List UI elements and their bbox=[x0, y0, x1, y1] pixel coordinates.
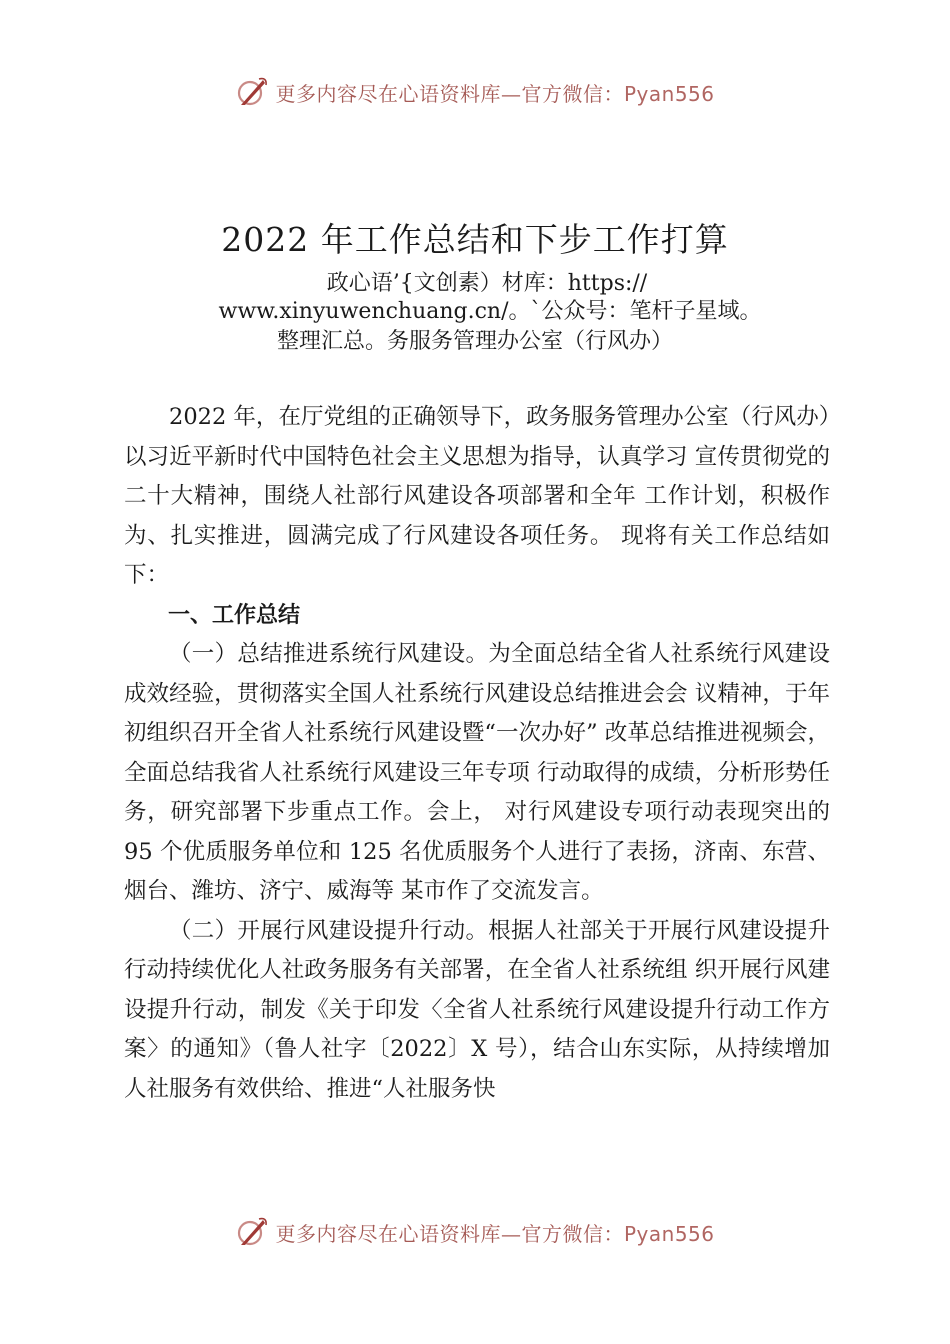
document-title: 2022 年工作总结和下步工作打算 bbox=[221, 220, 729, 259]
source-line-1: 政心语’{文创素）材库：https:// bbox=[326, 271, 648, 296]
paragraph-1: （一）总结推进系统行风建设。为全面总结全省人社系统行风建设成效经验，贯彻落实全国人社系统行风建设总结推进会会 议精神，于年初组织召开全省人社系统行风建设暨“一次办好” 改革总结推进视频会，全面总结我省人社系统行风建设三年专项 行动取得的成绩，分析形势任务，研究部署下步重点工作。会上， 对行风建设专项行动表现突出的 95 个优质服务单位和 125 名优质服务个人进行了表扬，济南、东营、烟台、潍坊、济宁、威海等 某市作了交流发言。 bbox=[124, 641, 830, 904]
watermark-id: Pyan556 bbox=[623, 1221, 715, 1246]
quill-logo-icon bbox=[235, 75, 269, 109]
intro-paragraph: 2022 年，在厅党组的正确领导下，政务服务管理办公室（行风办）以习近平新时代中国特色社会主义思想为指导，认真学习 宣传贯彻党的二十大精神，围绕人社部行风建设各项部署和全年 工作计划，积极作为、扎实推进，圆满完成了行风建设各项任务。 现将有关工作总结如下： bbox=[124, 404, 830, 588]
source-line-2: www.xinyuwenchuang.cn/。`公众号：笔杆子星域。 bbox=[218, 299, 762, 324]
section-heading: 一、工作总结 bbox=[168, 602, 301, 628]
watermark-text: 更多内容尽在心语资料库—官方微信：Pyan556 bbox=[275, 1221, 715, 1246]
watermark-text: 更多内容尽在心语资料库—官方微信：Pyan556 bbox=[275, 81, 715, 106]
paragraph-2: （二）开展行风建设提升行动。根据人社部关于开展行风建设提升行动持续优化人社政务服务有关部署，在全省人社系统组 织开展行风建设提升行动，制发《关于印发〈全省人社系统行风建设提升行动工作方案〉的通知》（鲁人社字〔2022〕X 号），结合山东实际，从持续增加人社服务有效供给、推进“人社服务快 bbox=[124, 917, 830, 1102]
watermark-id: Pyan556 bbox=[623, 81, 715, 106]
quill-logo-icon bbox=[235, 1215, 269, 1249]
watermark-banner-top bbox=[0, 70, 950, 114]
document-body bbox=[124, 398, 830, 1109]
watermark-banner-bottom bbox=[0, 1210, 950, 1254]
source-line-3: 整理汇总。务服务管理办公室（行风办） bbox=[276, 329, 673, 354]
